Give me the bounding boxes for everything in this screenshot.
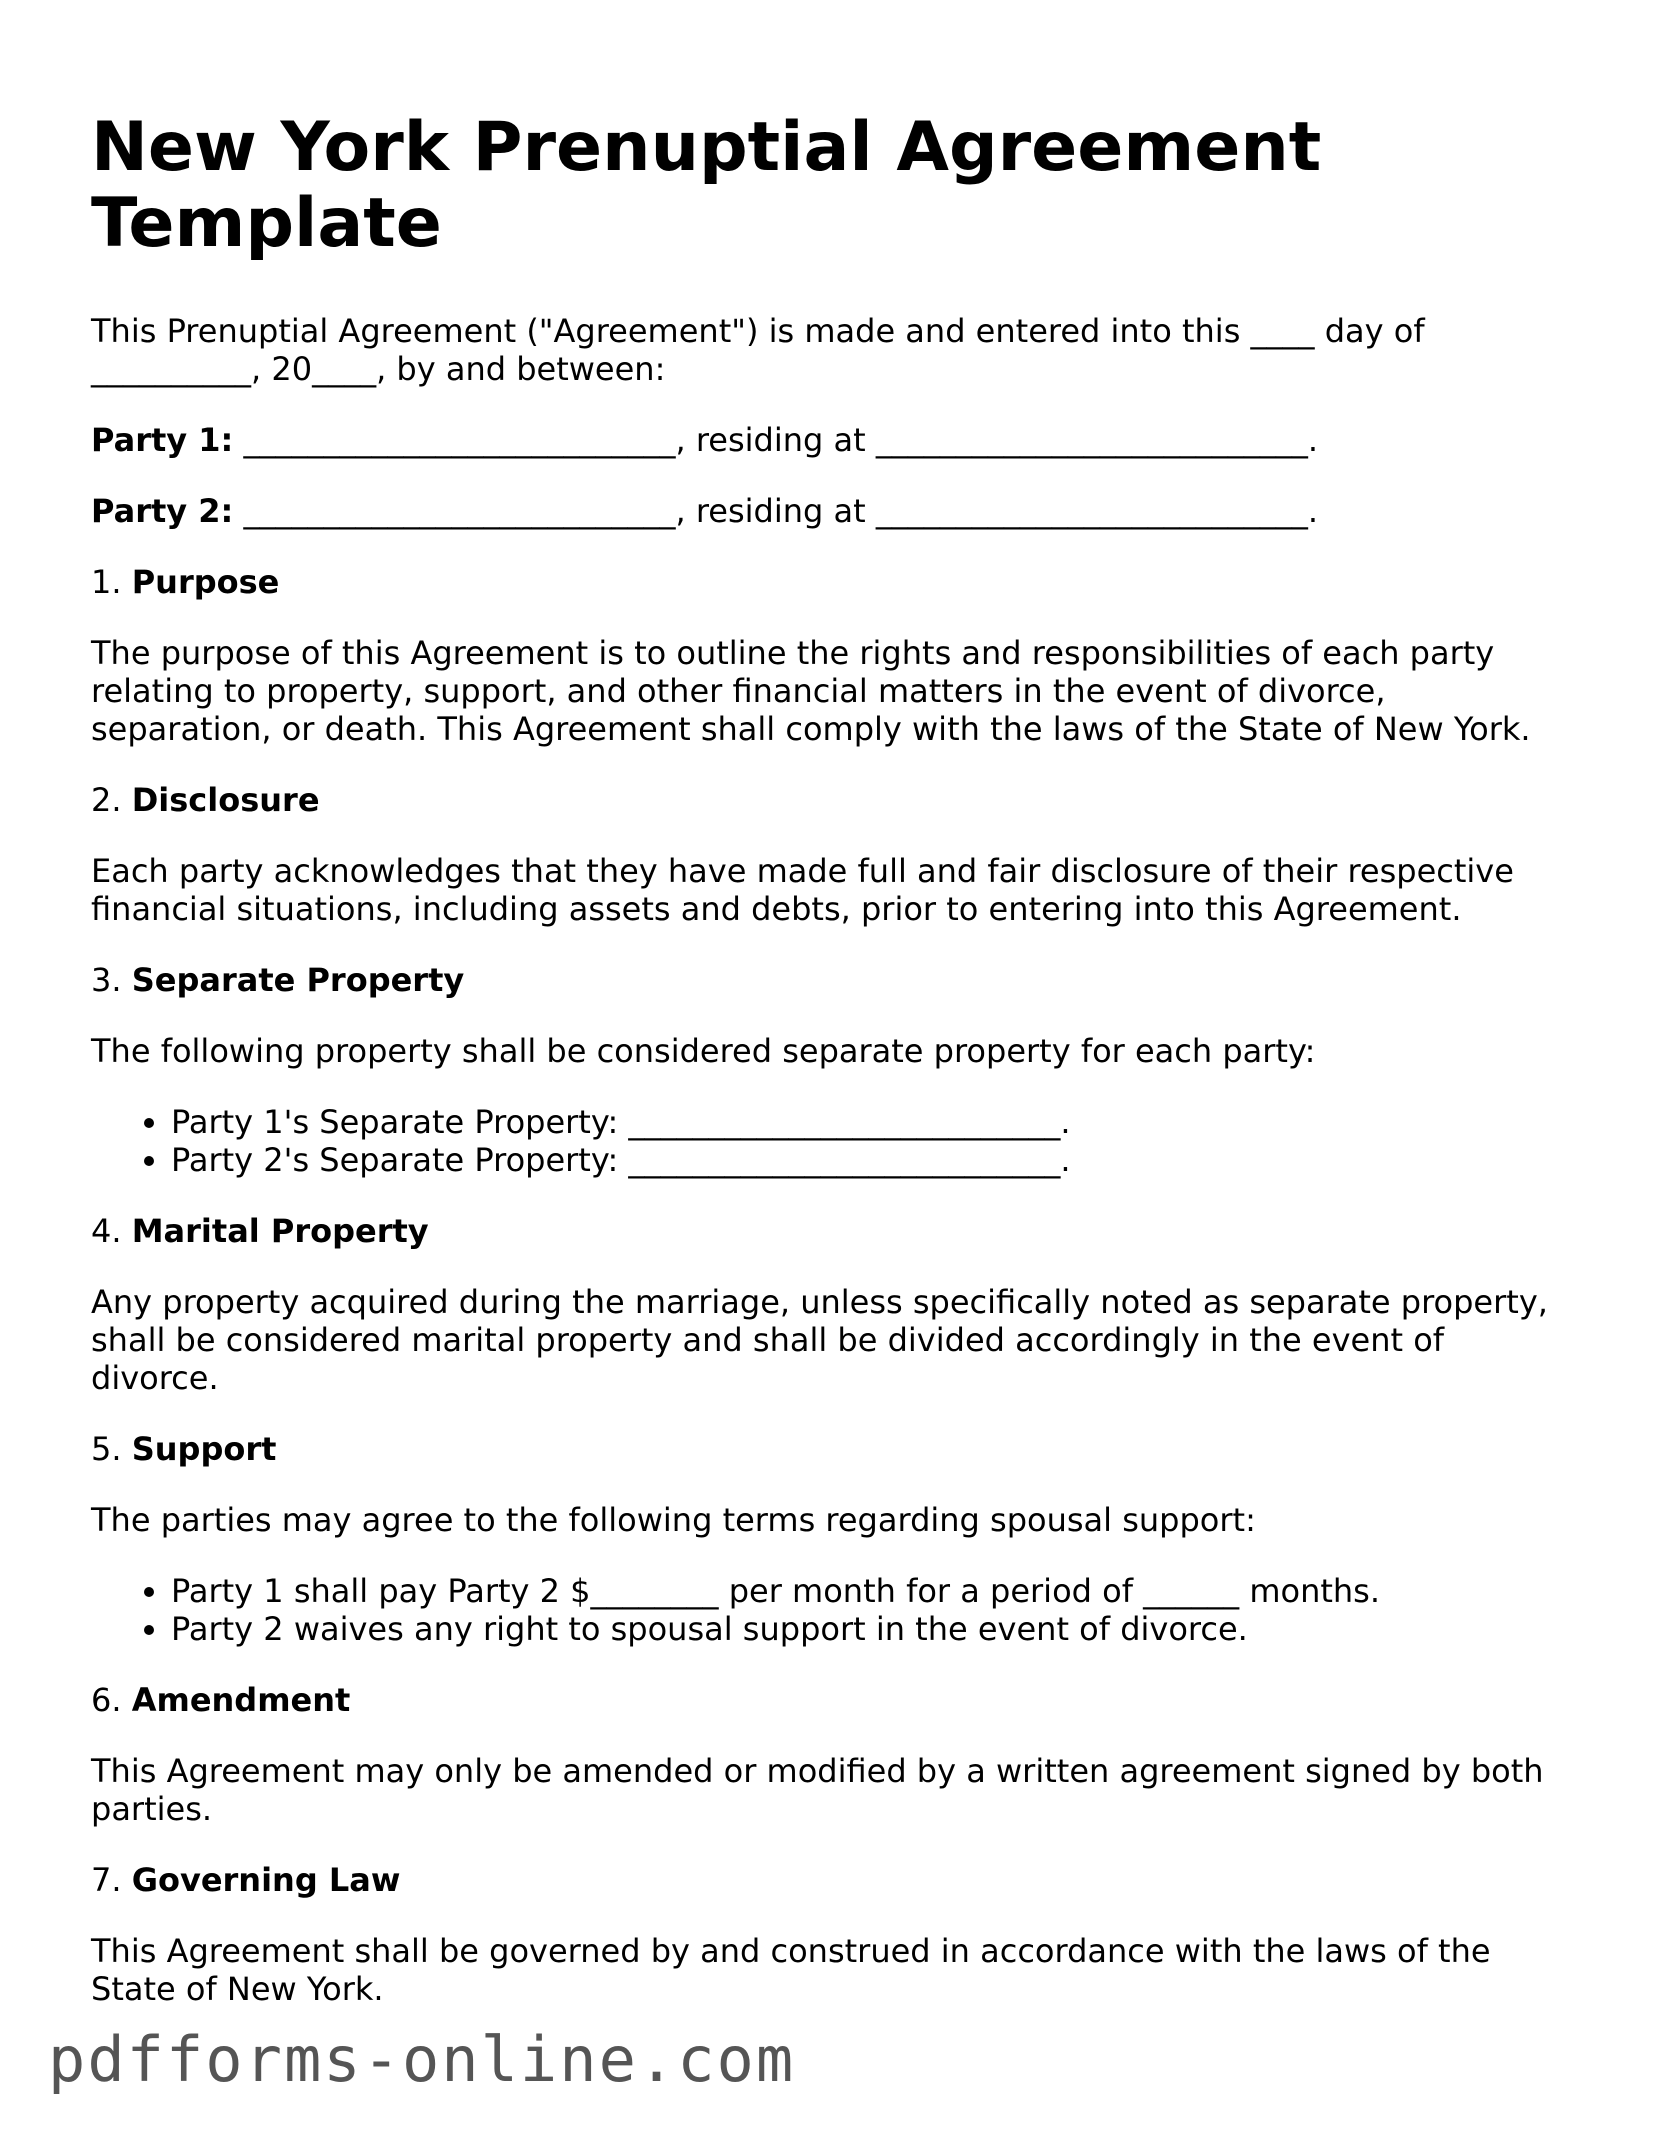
section-5-body: The parties may agree to the following terms regarding spousal support: [91,1501,1256,1539]
section-7-heading [91,1861,1571,1899]
section-title: Disclosure [131,781,320,819]
document-title: New York Prenuptial Agreement Template [91,108,1322,263]
section-6-heading [91,1681,1571,1719]
support-terms-list [91,1572,1571,1648]
section-5-heading [91,1430,1571,1468]
section-number: 4. [91,1212,122,1250]
section-2-heading [91,781,1571,819]
section-3-heading [91,961,1571,999]
section-title: Support [131,1430,277,1468]
section-number: 7. [91,1861,122,1899]
section-number: 2. [91,781,122,819]
document-page [91,110,1571,2041]
party-1-label: Party 1: [91,421,234,459]
party-1-text: ___________________________, residing at ___________________________. [233,421,1319,459]
watermark: pdfforms-online.com [48,2023,796,2096]
party-2-line [91,492,1571,530]
section-1-heading [91,563,1571,601]
section-title: Amendment [131,1681,351,1719]
section-6-body: This Agreement may only be amended or modified by a written agreement signed by both parties. [91,1752,1544,1828]
party-1-line [91,421,1571,459]
section-title: Purpose [131,563,280,601]
section-title: Marital Property [131,1212,429,1250]
section-title: Governing Law [131,1861,401,1899]
list-item: • Party 2 waives any right to spousal support in the event of divorce. [171,1610,1571,1648]
section-7-body: This Agreement shall be governed by and construed in accordance with the laws of the State of New York. [91,1932,1491,2008]
section-number: 3. [91,961,122,999]
list-item: • Party 2's Separate Property: ___________________________. [171,1141,1571,1179]
section-3-body: The following property shall be considered separate property for each party: [91,1032,1316,1070]
section-4-body: Any property acquired during the marriage, unless specifically noted as separate property, shall be considered marital property and shall be divided accordingly in the event of divorce. [91,1283,1548,1397]
party-2-label: Party 2: [91,492,234,530]
section-2-body: Each party acknowledges that they have made full and fair disclosure of their respective financial situations, including assets and debts, prior to entering into this Agreement. [91,852,1514,928]
intro-paragraph: This Prenuptial Agreement ("Agreement") is made and entered into this ____ day of __________, 20____, by and between: [91,312,1425,388]
section-number: 5. [91,1430,122,1468]
party-2-text: ___________________________, residing at ___________________________. [233,492,1319,530]
list-item: • Party 1 shall pay Party 2 $________ per month for a period of ______ months. [171,1572,1571,1610]
section-1-body: The purpose of this Agreement is to outline the rights and responsibilities of each party relating to property, support, and other financial matters in the event of divorce, separation, or death. This Agreement shall comply with the laws of the State of New York. [91,634,1531,748]
section-number: 6. [91,1681,122,1719]
section-number: 1. [91,563,122,601]
section-4-heading [91,1212,1571,1250]
list-item: • Party 1's Separate Property: ___________________________. [171,1103,1571,1141]
separate-property-list [91,1103,1571,1179]
section-title: Separate Property [131,961,465,999]
